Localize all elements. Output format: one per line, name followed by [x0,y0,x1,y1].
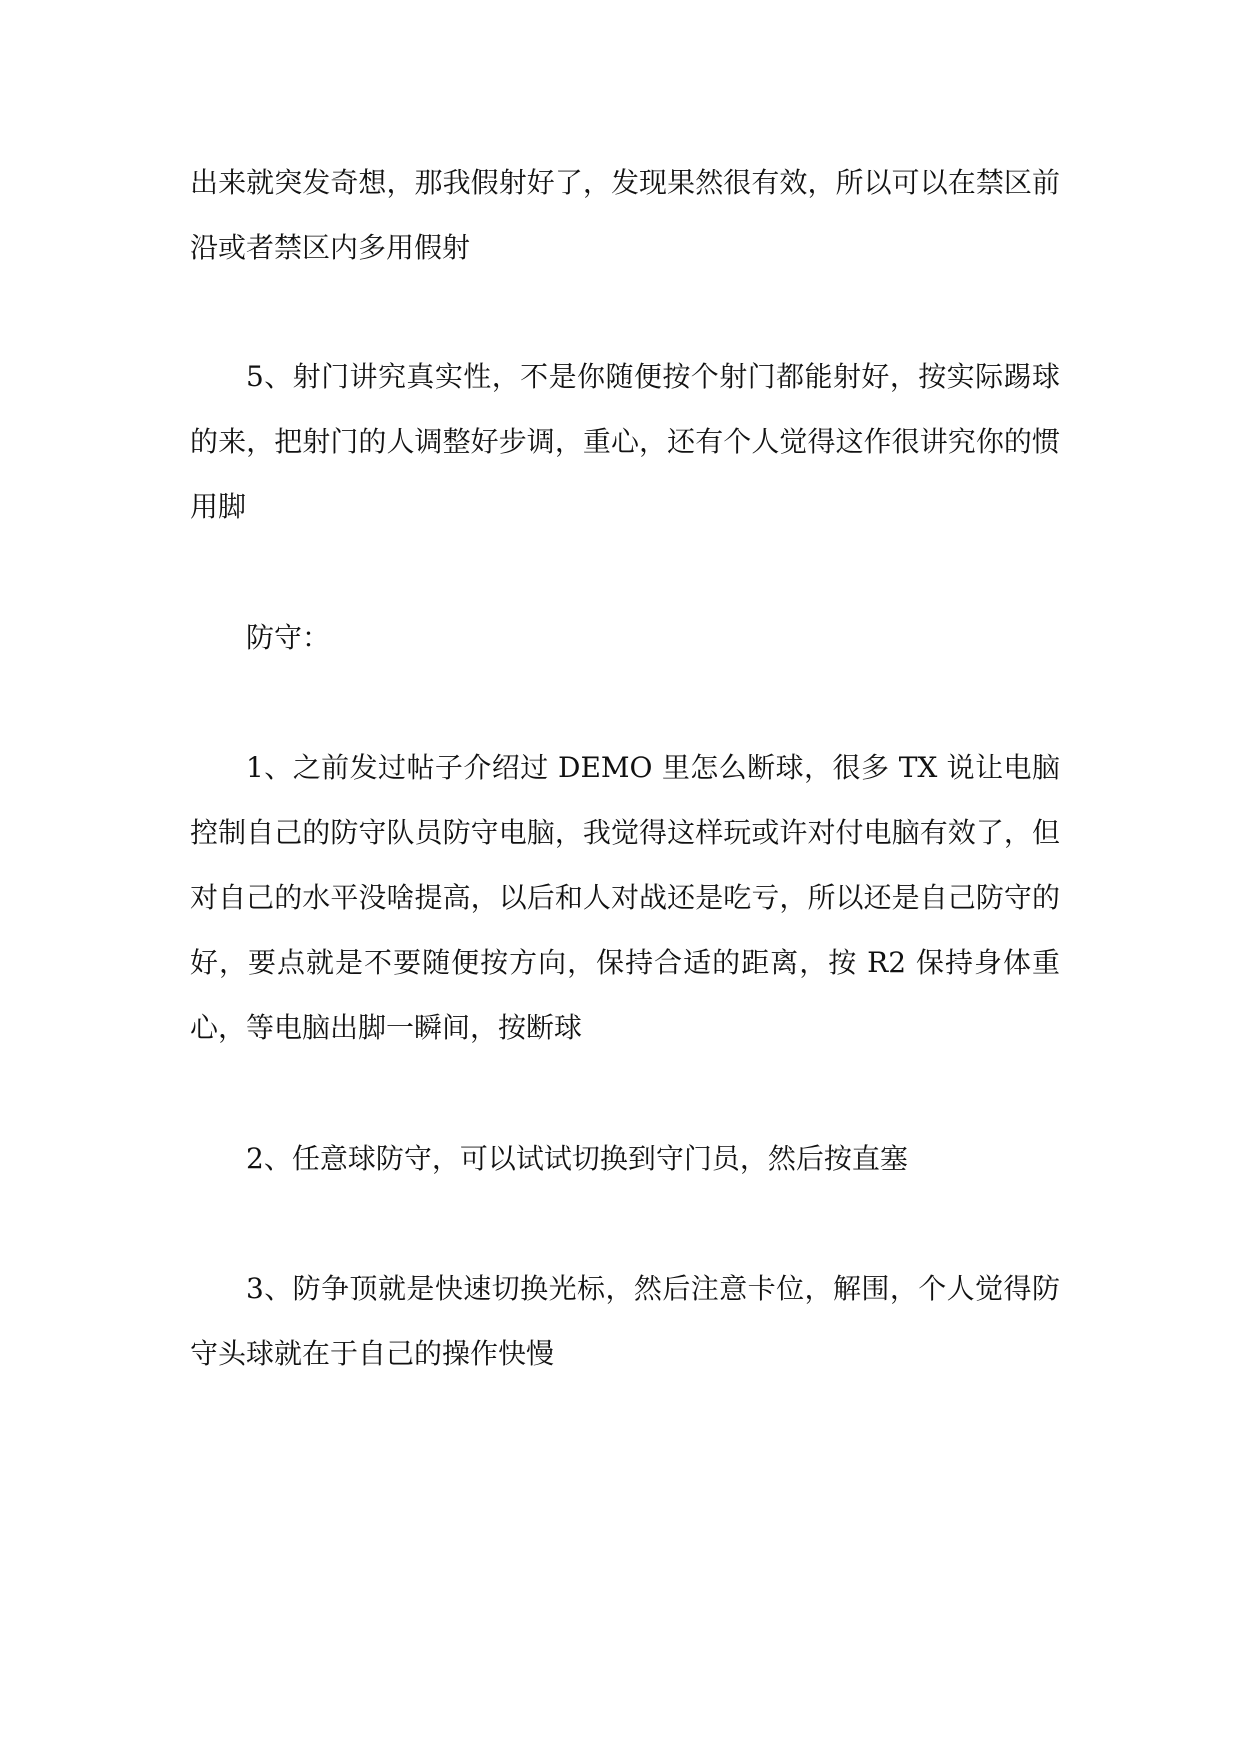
paragraph-shooting-tip-5: 5、射门讲究真实性，不是你随便按个射门都能射好，按实际踢球的来，把射门的人调整好步调，重心，还有个人觉得这作很讲究你的惯用脚 [190,360,1060,523]
paragraph-fake-shot-continued: 出来就突发奇想，那我假射好了，发现果然很有效，所以可以在禁区前沿或者禁区内多用假射 [190,166,1060,264]
paragraph-defense-tip-2: 2、任意球防守，可以试试切换到守门员，然后按直塞 [246,1142,908,1175]
section-heading-defense: 防守： [246,621,331,654]
paragraph-defense-tip-3: 3、防争顶就是快速切换光标，然后注意卡位，解围，个人觉得防守头球就在于自己的操作快慢 [190,1272,1060,1370]
paragraph-defense-tip-1: 1、之前发过帖子介绍过 DEMO 里怎么断球，很多 TX 说让电脑控制自己的防守队员防守电脑，我觉得这样玩或许对付电脑有效了，但对自己的水平没啥提高，以后和人对战还是吃亏，所以还是自己防守的好，要点就是不要随便按方向，保持合适的距离，按 R2 保持身体重心，等电脑出脚一瞬间，按断球 [190,751,1060,1044]
